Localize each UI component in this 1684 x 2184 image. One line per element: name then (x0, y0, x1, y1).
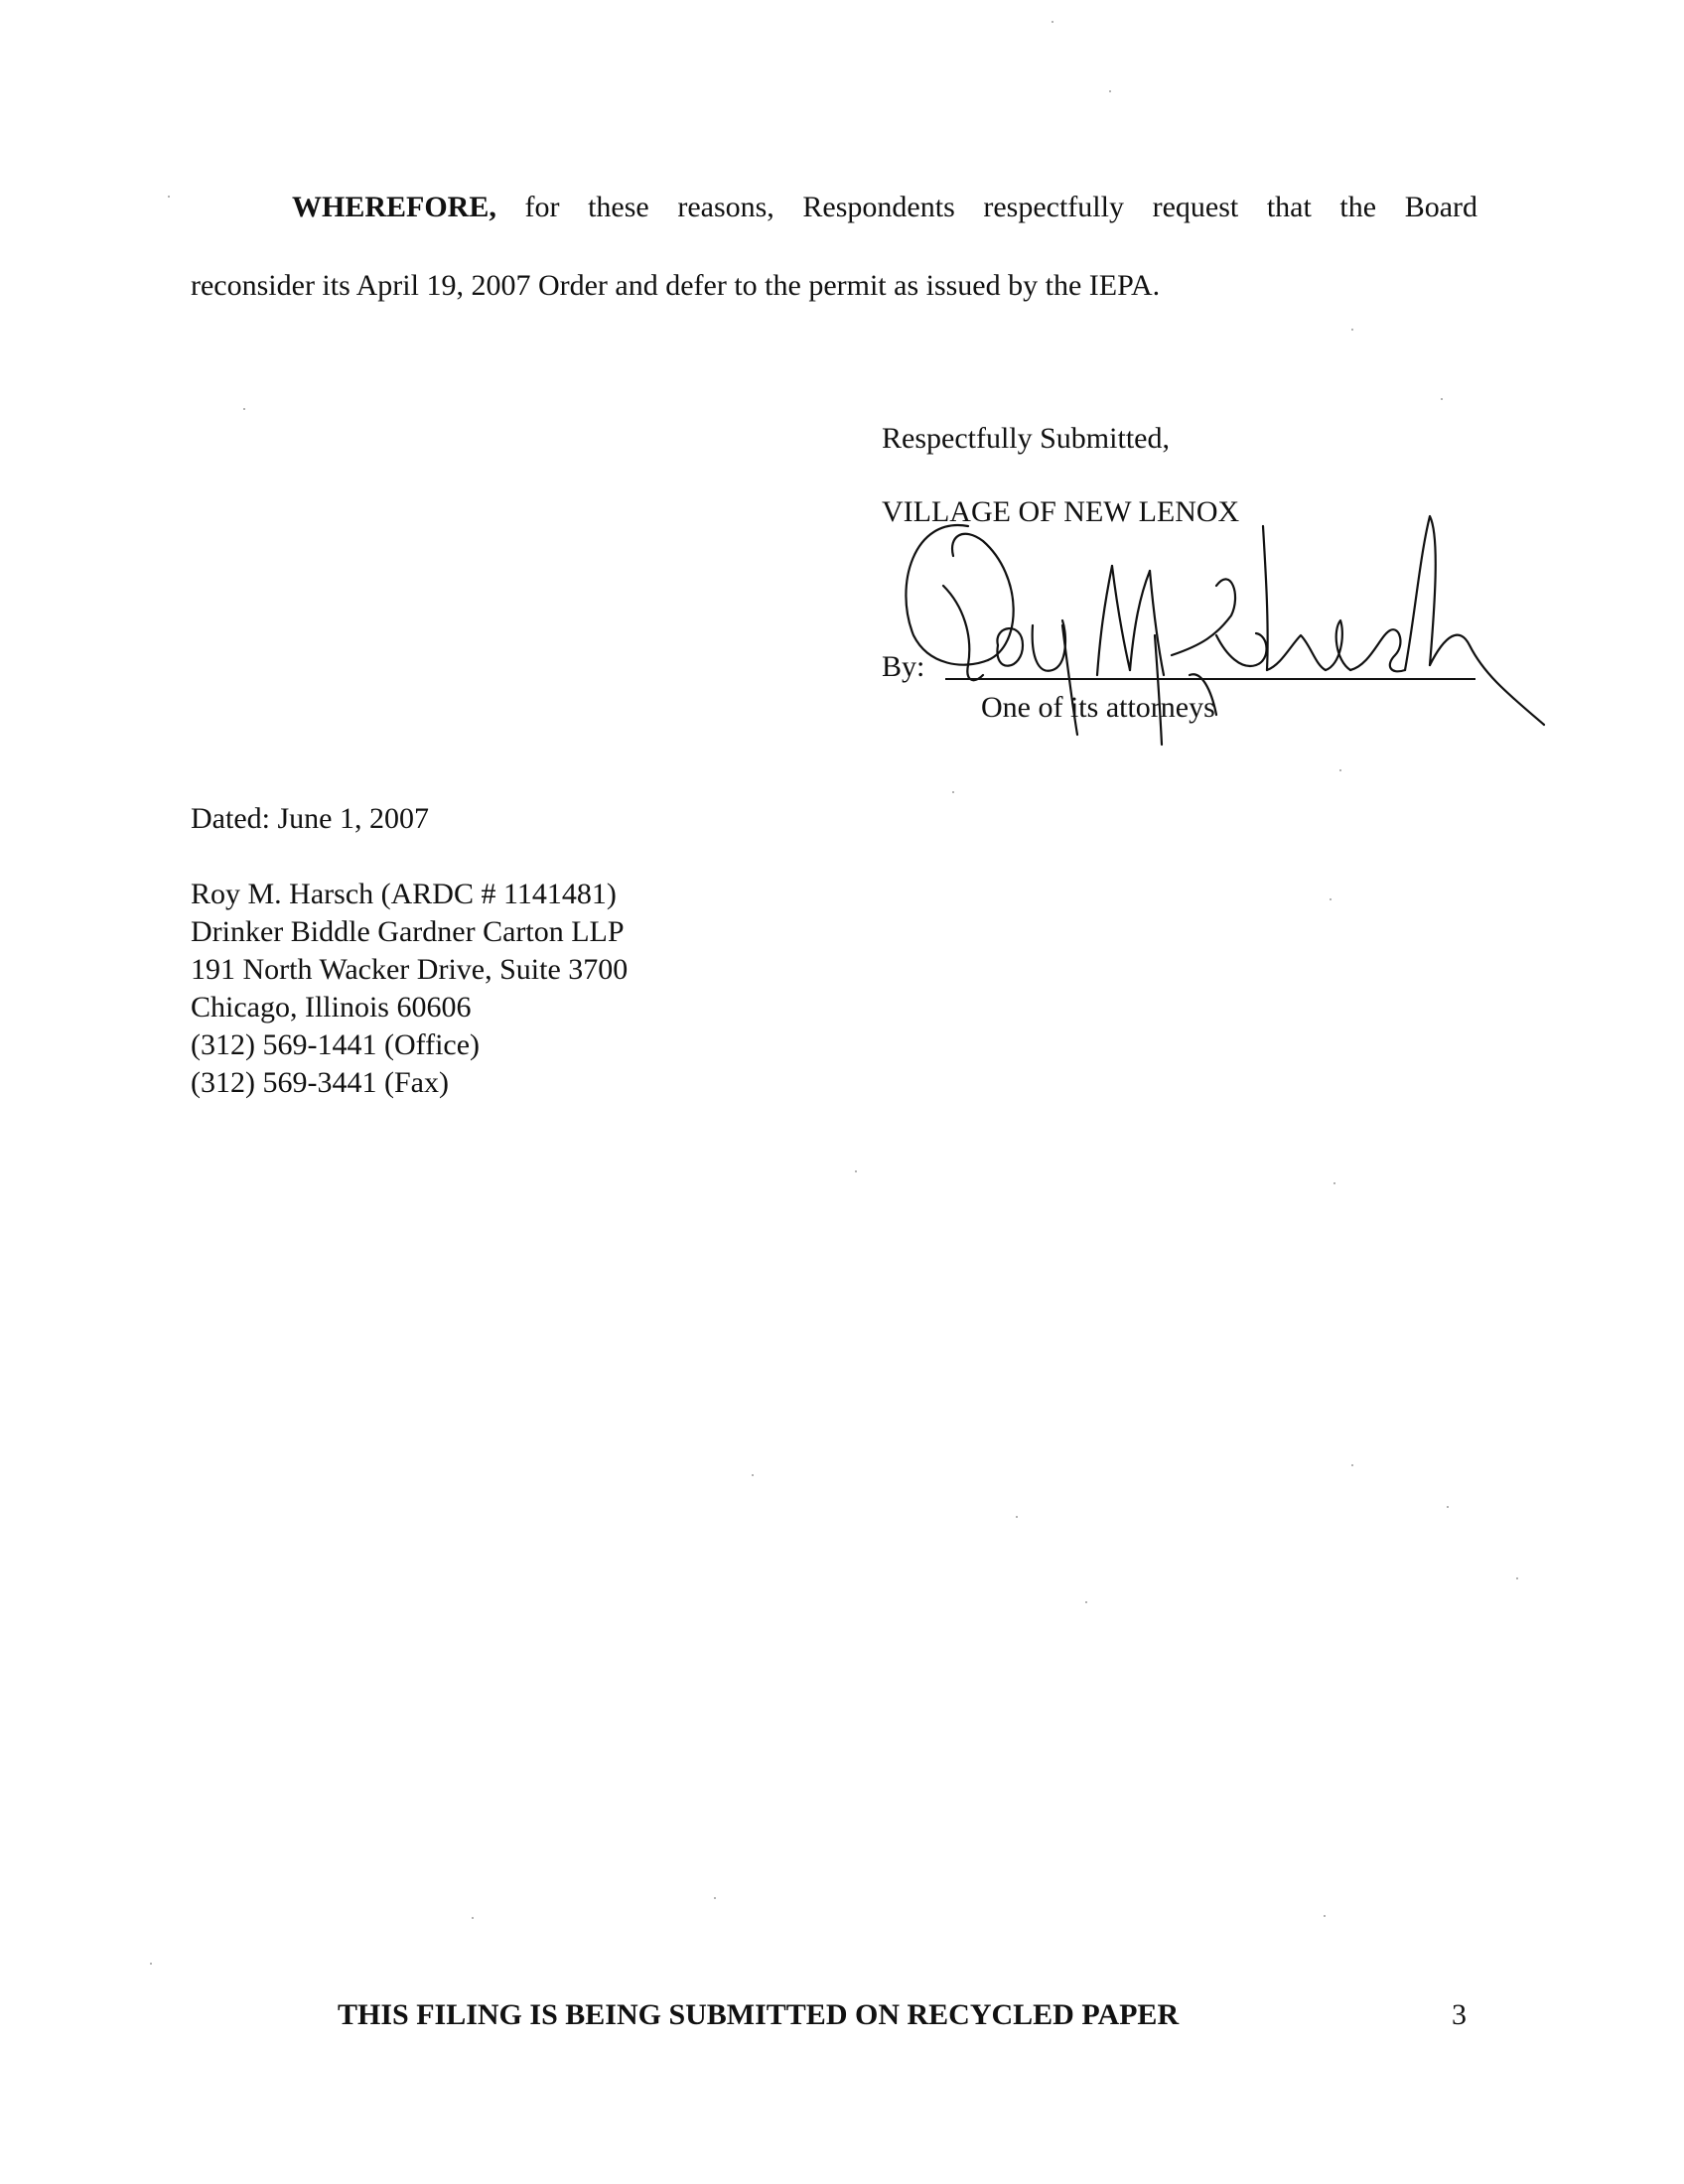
city-state-zip: Chicago, Illinois 60606 (191, 991, 472, 1024)
attorney-name: Roy M. Harsch (ARDC # 1141481) (191, 878, 617, 910)
dated-line: Dated: June 1, 2007 (191, 802, 429, 835)
street-address: 191 North Wacker Drive, Suite 3700 (191, 953, 629, 986)
body-paragraph-line-2: reconsider its April 19, 2007 Order and defer to the permit as issued by the IEPA. (191, 269, 1161, 302)
entity-name: VILLAGE OF NEW LENOX (882, 495, 1240, 528)
body-paragraph-line-1 (191, 193, 1477, 222)
page-number: 3 (1452, 1998, 1467, 2031)
handwritten-signature (874, 496, 1549, 754)
attorney-contact-block (191, 876, 628, 1102)
law-firm: Drinker Biddle Gardner Carton LLP (191, 915, 625, 948)
recycled-paper-notice: THIS FILING IS BEING SUBMITTED ON RECYCLED PAPER (338, 1998, 1180, 2031)
wherefore-keyword: WHEREFORE, (292, 191, 496, 223)
office-phone: (312) 569-1441 (Office) (191, 1028, 481, 1061)
closing-text: Respectfully Submitted, (882, 422, 1170, 455)
by-label: By: (882, 650, 925, 683)
body-line-1-text: for these reasons, Respondents respectfully request that the Board (524, 191, 1478, 223)
signer-role: One of its attorneys (981, 691, 1215, 724)
fax-number: (312) 569-3441 (Fax) (191, 1066, 449, 1099)
